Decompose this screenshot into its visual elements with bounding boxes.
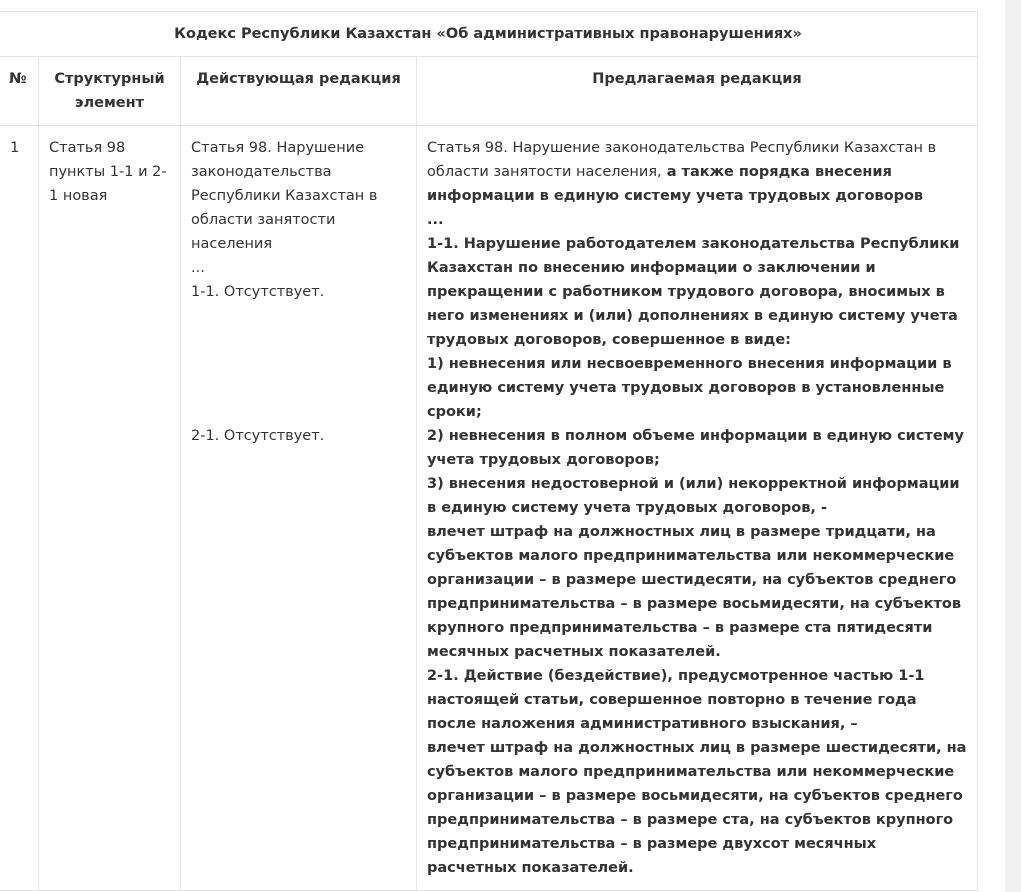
column-header-element: Структурный элемент [39,57,181,126]
current-article-title: Статья 98. Нарушение законодательства Республики Казахстан в области занятости населения [191,140,378,252]
table-title: Кодекс Республики Казахстан «Об административных правонарушениях» [0,12,978,57]
column-header-num: № [0,57,39,126]
proposed-subitem-3: 3) внесения недостоверной и (или) некорректной информации в единую систему учета трудовых договоров, - [427,476,960,516]
current-edition-cell [181,126,417,891]
proposed-article-title [427,136,967,208]
vertical-scrollbar[interactable] [1005,0,1021,892]
proposed-sanction-1-1: влечет штраф на должностных лиц в размере тридцати, на субъектов малого предпринимательства или некоммерческие организации – в размере шестидесяти, на субъектов среднего предпринимательства – в размере восьмидесяти, на субъектов крупного предпринимательства – в размере ста пятидесяти месячных расчетных показателей. [427,524,962,660]
proposed-subitem-1: 1) невнесения или несвоевременного внесения информации в единую систему учета трудовых договоров в установленные сроки; [427,356,952,420]
proposed-paragraph-1-1: 1-1. Нарушение работодателем законодательства Республики Казахстан по внесению информации о заключении и прекращении с работником трудового договора, вносимых в него изменениях и (или) дополнениях в единую систему учета трудовых договоров, совершенное в виде: [427,236,960,348]
proposed-paragraph-2-1: 2-1. Действие (бездействие), предусмотренное частью 1-1 настоящей статьи, совершенное повторно в течение года после наложения административного взыскания, – [427,668,925,732]
proposed-sanction-2-1: влечет штраф на должностных лиц в размере шестидесяти, на субъектов малого предпринимательства или некоммерческие организации – в размере восьмидесяти, на субъектов среднего предпринимательства – в размере ста, на субъектов крупного предпринимательства – в размере двухсот месячных расчетных показателей. [427,740,967,876]
table-header-row [0,57,978,126]
proposed-title-bold: а также порядка внесения информации в единую систему учета трудовых договоров [427,164,924,204]
proposed-title-plain: Статья 98. Нарушение законодательства Республики Казахстан в области занятости населения, [427,140,937,180]
current-paragraph-1-1: 1-1. Отсутствует. [191,284,325,300]
table-row [0,126,978,891]
law-comparison-document [0,11,977,891]
column-header-proposed: Предлагаемая редакция [417,57,978,126]
proposed-subitem-2: 2) невнесения в полном объеме информации в единую систему учета трудовых договоров; [427,428,964,468]
structural-element-cell: Статья 98 пункты 1-1 и 2-1 новая [39,126,181,891]
proposed-ellipsis: ... [427,212,444,228]
current-ellipsis: ... [191,260,205,276]
spacer [191,304,406,424]
row-number: 1 [0,126,39,891]
comparison-table [0,11,978,891]
proposed-edition-cell [417,126,978,891]
table-title-row [0,12,978,57]
current-paragraph-2-1: 2-1. Отсутствует. [191,428,325,444]
column-header-current: Действующая редакция [181,57,417,126]
